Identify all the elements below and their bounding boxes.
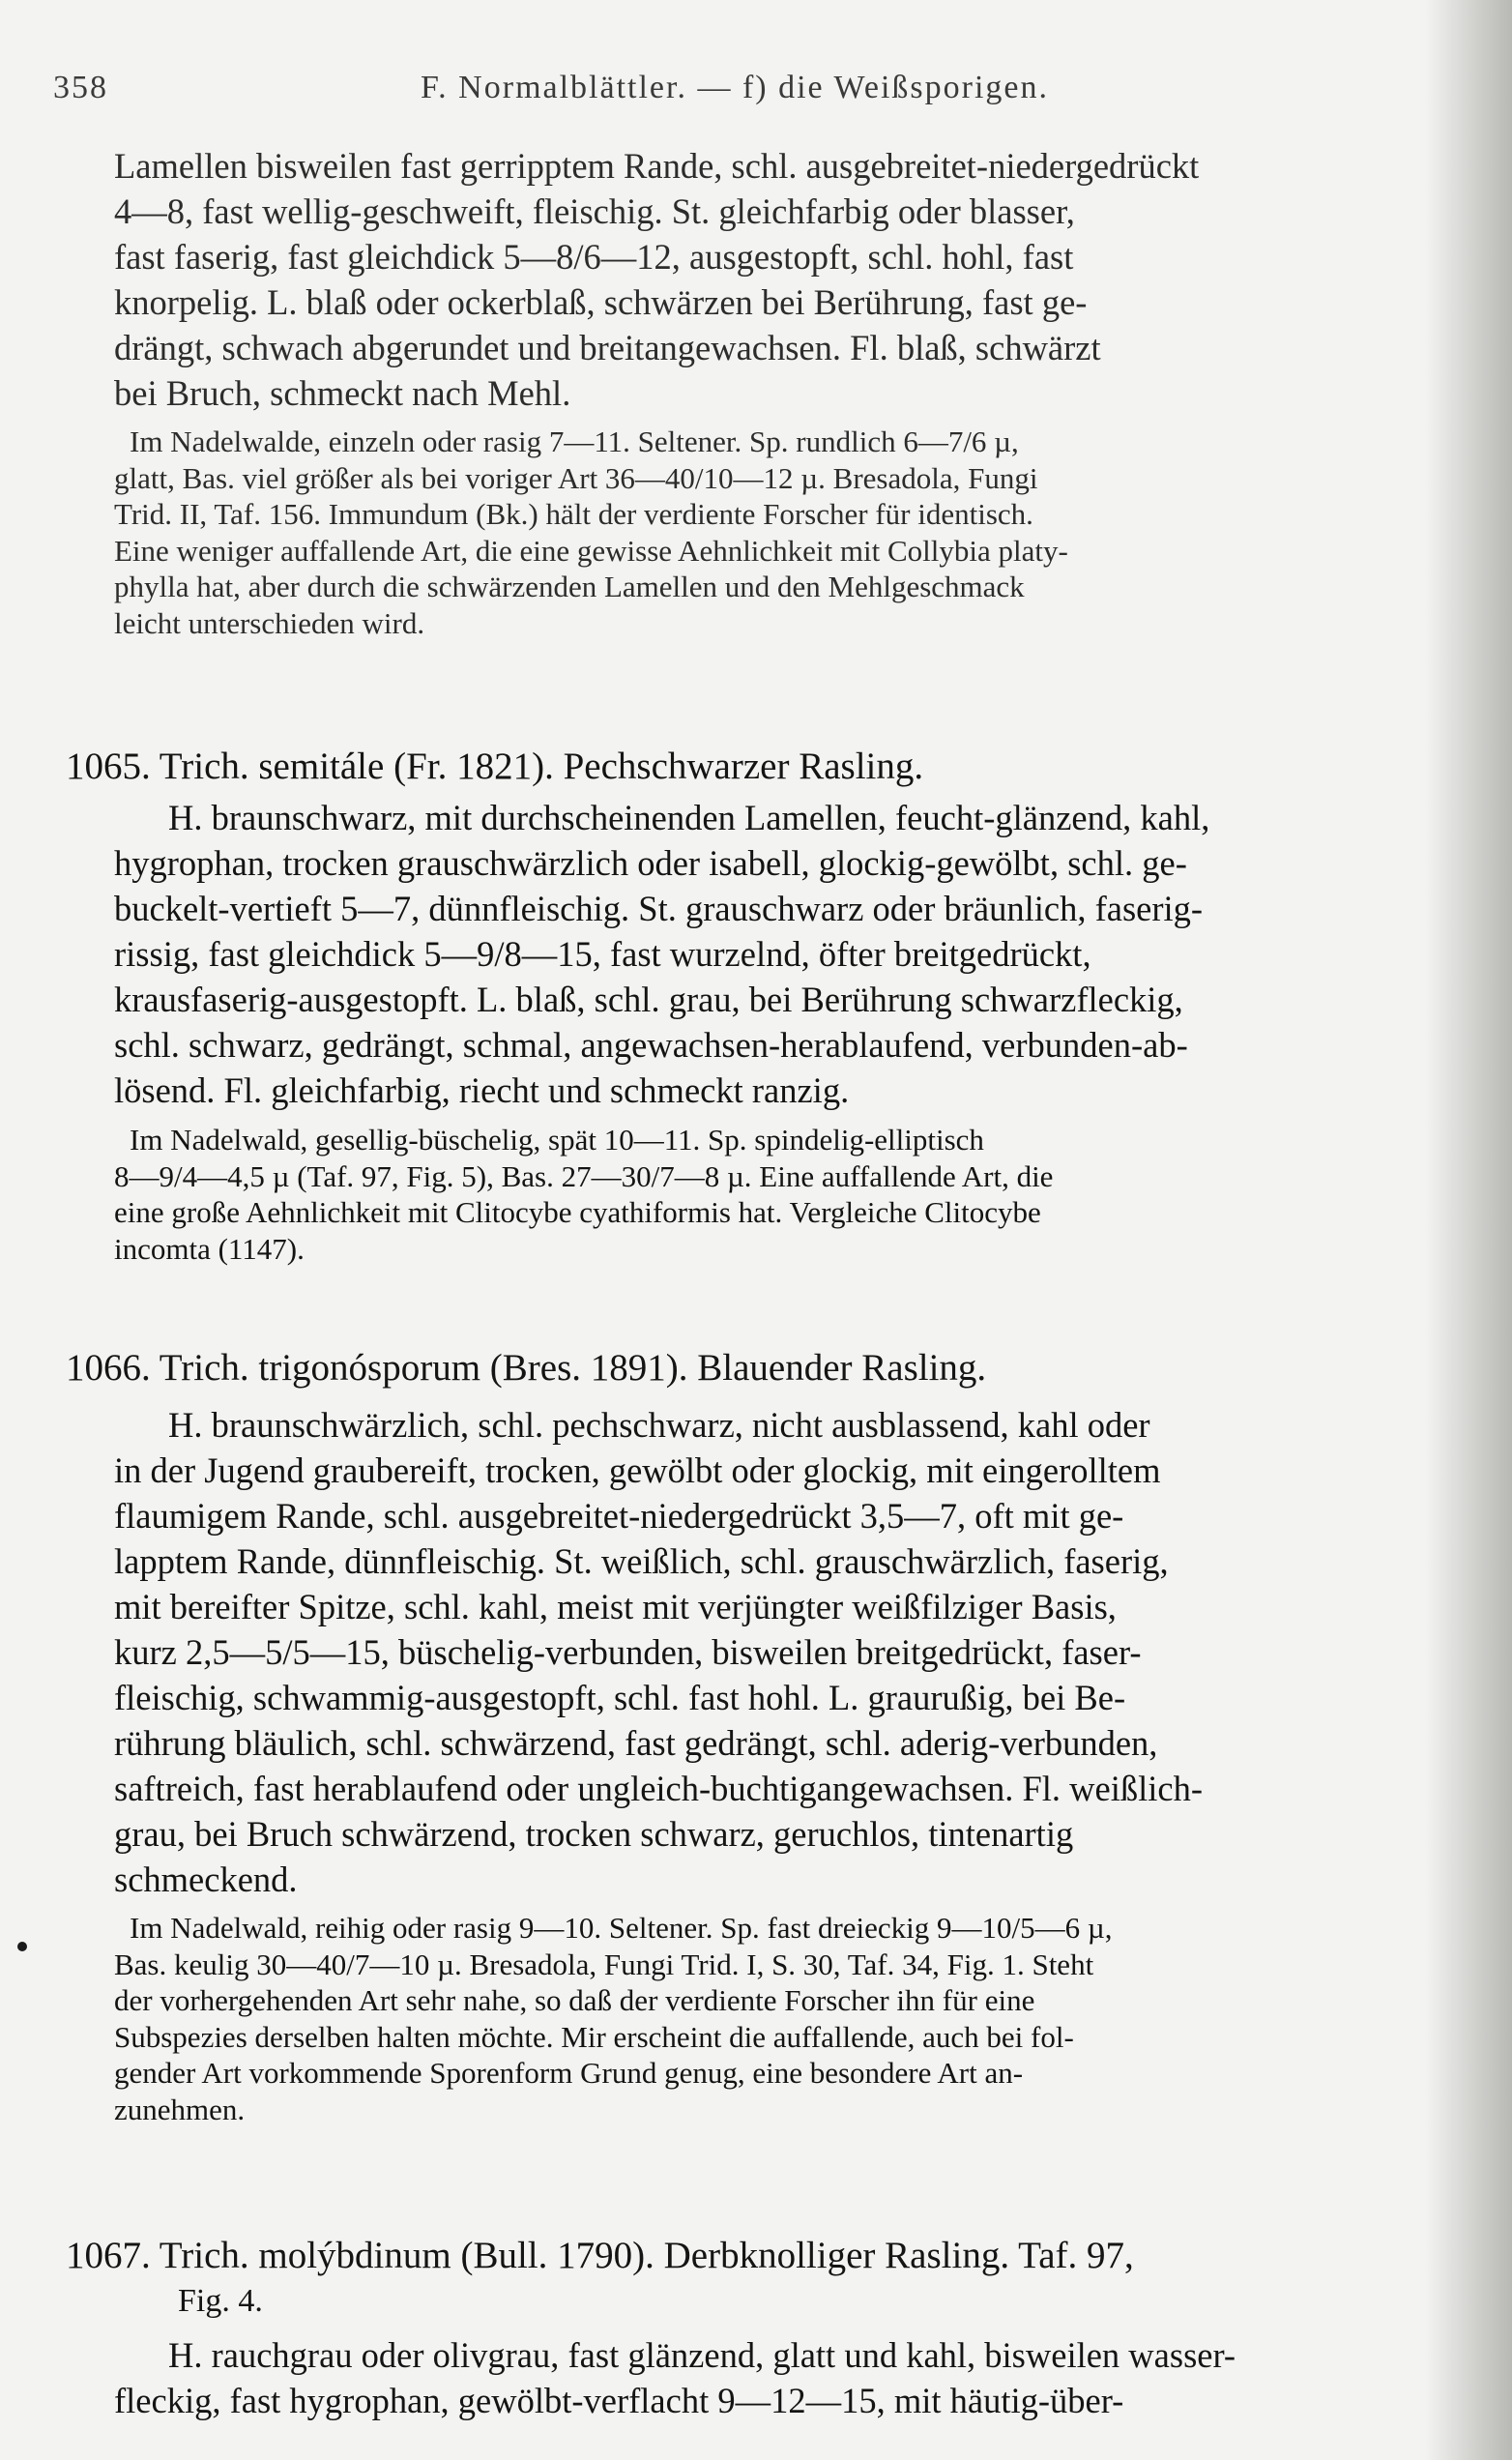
note-line: eine große Aehnlichkeit mit Clitocybe cyathiformis hat. Vergleiche Clitocybe [114, 1195, 1041, 1229]
entry-title: 1065. Trich. semitále (Fr. 1821). Pechschwarzer Rasling. [66, 746, 924, 787]
entry-body [114, 2332, 1439, 2423]
entry-body [114, 1402, 1439, 1902]
note-line: incomta (1147). [114, 1231, 305, 1266]
text-line: fleischig, schwammig-ausgestopft, schl. fast hohl. L. graurußig, bei Be- [114, 1678, 1126, 1717]
entry-heading [66, 2232, 1390, 2323]
note-line: Im Nadelwald, reihig oder rasig 9—10. Seltener. Sp. fast dreieckig 9—10/5—6 µ, [130, 1911, 1113, 1945]
note-line: leicht unterschieden wird. [114, 605, 425, 640]
text-line: schmeckend. [114, 1860, 298, 1899]
text-line: fast faserig, fast gleichdick 5—8/6—12, ausgestopft, schl. hohl, fast [114, 237, 1074, 277]
entry-heading [66, 743, 1390, 791]
intro-paragraph [114, 143, 1439, 416]
text-line: rissig, fast gleichdick 5—9/8—15, fast wurzelnd, öfter breitgedrückt, [114, 934, 1091, 974]
text-line: rührung bläulich, schl. schwärzend, fast gedrängt, schl. aderig-verbunden, [114, 1723, 1158, 1763]
text-line: lapptem Rande, dünnfleischig. St. weißlich, schl. grauschwärzlich, faserig, [114, 1541, 1169, 1581]
entry-notes [114, 1910, 1439, 2127]
note-line: 8—9/4—4,5 µ (Taf. 97, Fig. 5), Bas. 27—30/7—8 µ. Eine auffallende Art, die [114, 1158, 1054, 1193]
note-line: der vorhergehenden Art sehr nahe, so daß der verdiente Forscher ihn für eine [114, 1983, 1035, 2017]
text-line: H. braunschwärzlich, schl. pechschwarz, nicht ausblassend, kahl oder [168, 1405, 1150, 1445]
page-number: 358 [53, 70, 108, 105]
text-line: krausfaserig-ausgestopft. L. blaß, schl. grau, bei Berührung schwarzfleckig, [114, 980, 1183, 1019]
text-line: H. braunschwarz, mit durchscheinenden Lamellen, feucht-glänzend, kahl, [168, 798, 1210, 837]
running-title: F. Normalblättler. — f) die Weißsporigen. [421, 70, 1050, 105]
intro-notes [114, 424, 1439, 641]
entry-title: 1066. Trich. trigonósporum (Bres. 1891). Blauender Rasling. [66, 1347, 987, 1389]
text-line: bei Bruch, schmeckt nach Mehl. [114, 373, 571, 413]
text-line: drängt, schwach abgerundet und breitangewachsen. Fl. blaß, schwärzt [114, 328, 1101, 367]
text-line: 4—8, fast wellig-geschweift, fleischig. St. gleichfarbig oder blasser, [114, 191, 1075, 231]
note-line: Eine weniger auffallende Art, die eine gewisse Aehnlichkeit mit Collybia platy- [114, 533, 1068, 568]
text-line: flaumigem Rande, schl. ausgebreitet-niedergedrückt 3,5—7, oft mit ge- [114, 1496, 1124, 1536]
entry-body [114, 795, 1439, 1113]
entry-title-continuation: Fig. 4. [178, 2283, 263, 2319]
text-line: kurz 2,5—5/5—15, büschelig-verbunden, bisweilen breitgedrückt, faser- [114, 1632, 1142, 1672]
text-line: buckelt-vertieft 5—7, dünnfleischig. St. grauschwarz oder bräunlich, faserig- [114, 889, 1204, 928]
entry-heading [66, 1344, 1390, 1392]
text-line: Lamellen bisweilen fast gerripptem Rande, schl. ausgebreitet-niedergedrückt [114, 146, 1200, 186]
text-line: H. rauchgrau oder olivgrau, fast glänzend, glatt und kahl, bisweilen wasser- [168, 2335, 1236, 2375]
text-line: saftreich, fast herablaufend oder ungleich-buchtigangewachsen. Fl. weißlich- [114, 1769, 1203, 1808]
entry-notes [114, 1122, 1439, 1267]
text-line: lösend. Fl. gleichfarbig, riecht und schmeckt ranzig. [114, 1070, 850, 1110]
text-line: fleckig, fast hygrophan, gewölbt-verflacht 9—12—15, mit häutig-über- [114, 2381, 1124, 2420]
margin-bullet [17, 1942, 27, 1951]
text-line: grau, bei Bruch schwärzend, trocken schwarz, geruchlos, tintenartig [114, 1814, 1074, 1854]
note-line: Im Nadelwalde, einzeln oder rasig 7—11. Seltener. Sp. rundlich 6—7/6 µ, [130, 425, 1019, 458]
note-line: phylla hat, aber durch die schwärzenden Lamellen und den Mehlgeschmack [114, 570, 1025, 603]
text-line: knorpelig. L. blaß oder ockerblaß, schwärzen bei Berührung, fast ge- [114, 282, 1088, 322]
note-line: zunehmen. [114, 2092, 246, 2126]
note-line: Bas. keulig 30—40/7—10 µ. Bresadola, Fungi Trid. I, S. 30, Taf. 34, Fig. 1. Steht [114, 1947, 1094, 1981]
text-line: schl. schwarz, gedrängt, schmal, angewachsen-herablaufend, verbunden-ab- [114, 1025, 1188, 1065]
note-line: gender Art vorkommende Sporenform Grund genug, eine besondere Art an- [114, 2056, 1024, 2090]
text-line: hygrophan, trocken grauschwärzlich oder isabell, glockig-gewölbt, schl. ge- [114, 843, 1187, 883]
text-line: in der Jugend graubereift, trocken, gewölbt oder glockig, mit eingerolltem [114, 1450, 1161, 1490]
note-line: Trid. II, Taf. 156. Immundum (Bk.) hält der verdiente Forscher für identisch. [114, 497, 1033, 531]
note-line: Subspezies derselben halten möchte. Mir erscheint die auffallende, auch bei fol- [114, 2019, 1074, 2054]
note-line: Im Nadelwald, gesellig-büschelig, spät 10—11. Sp. spindelig-elliptisch [130, 1123, 984, 1157]
note-line: glatt, Bas. viel größer als bei voriger Art 36—40/10—12 µ. Bresadola, Fungi [114, 460, 1038, 495]
text-line: mit bereifter Spitze, schl. kahl, meist mit verjüngter weißfilziger Basis, [114, 1587, 1117, 1626]
entry-title: 1067. Trich. molýbdinum (Bull. 1790). Derbknolliger Rasling. Taf. 97, [66, 2235, 1134, 2276]
